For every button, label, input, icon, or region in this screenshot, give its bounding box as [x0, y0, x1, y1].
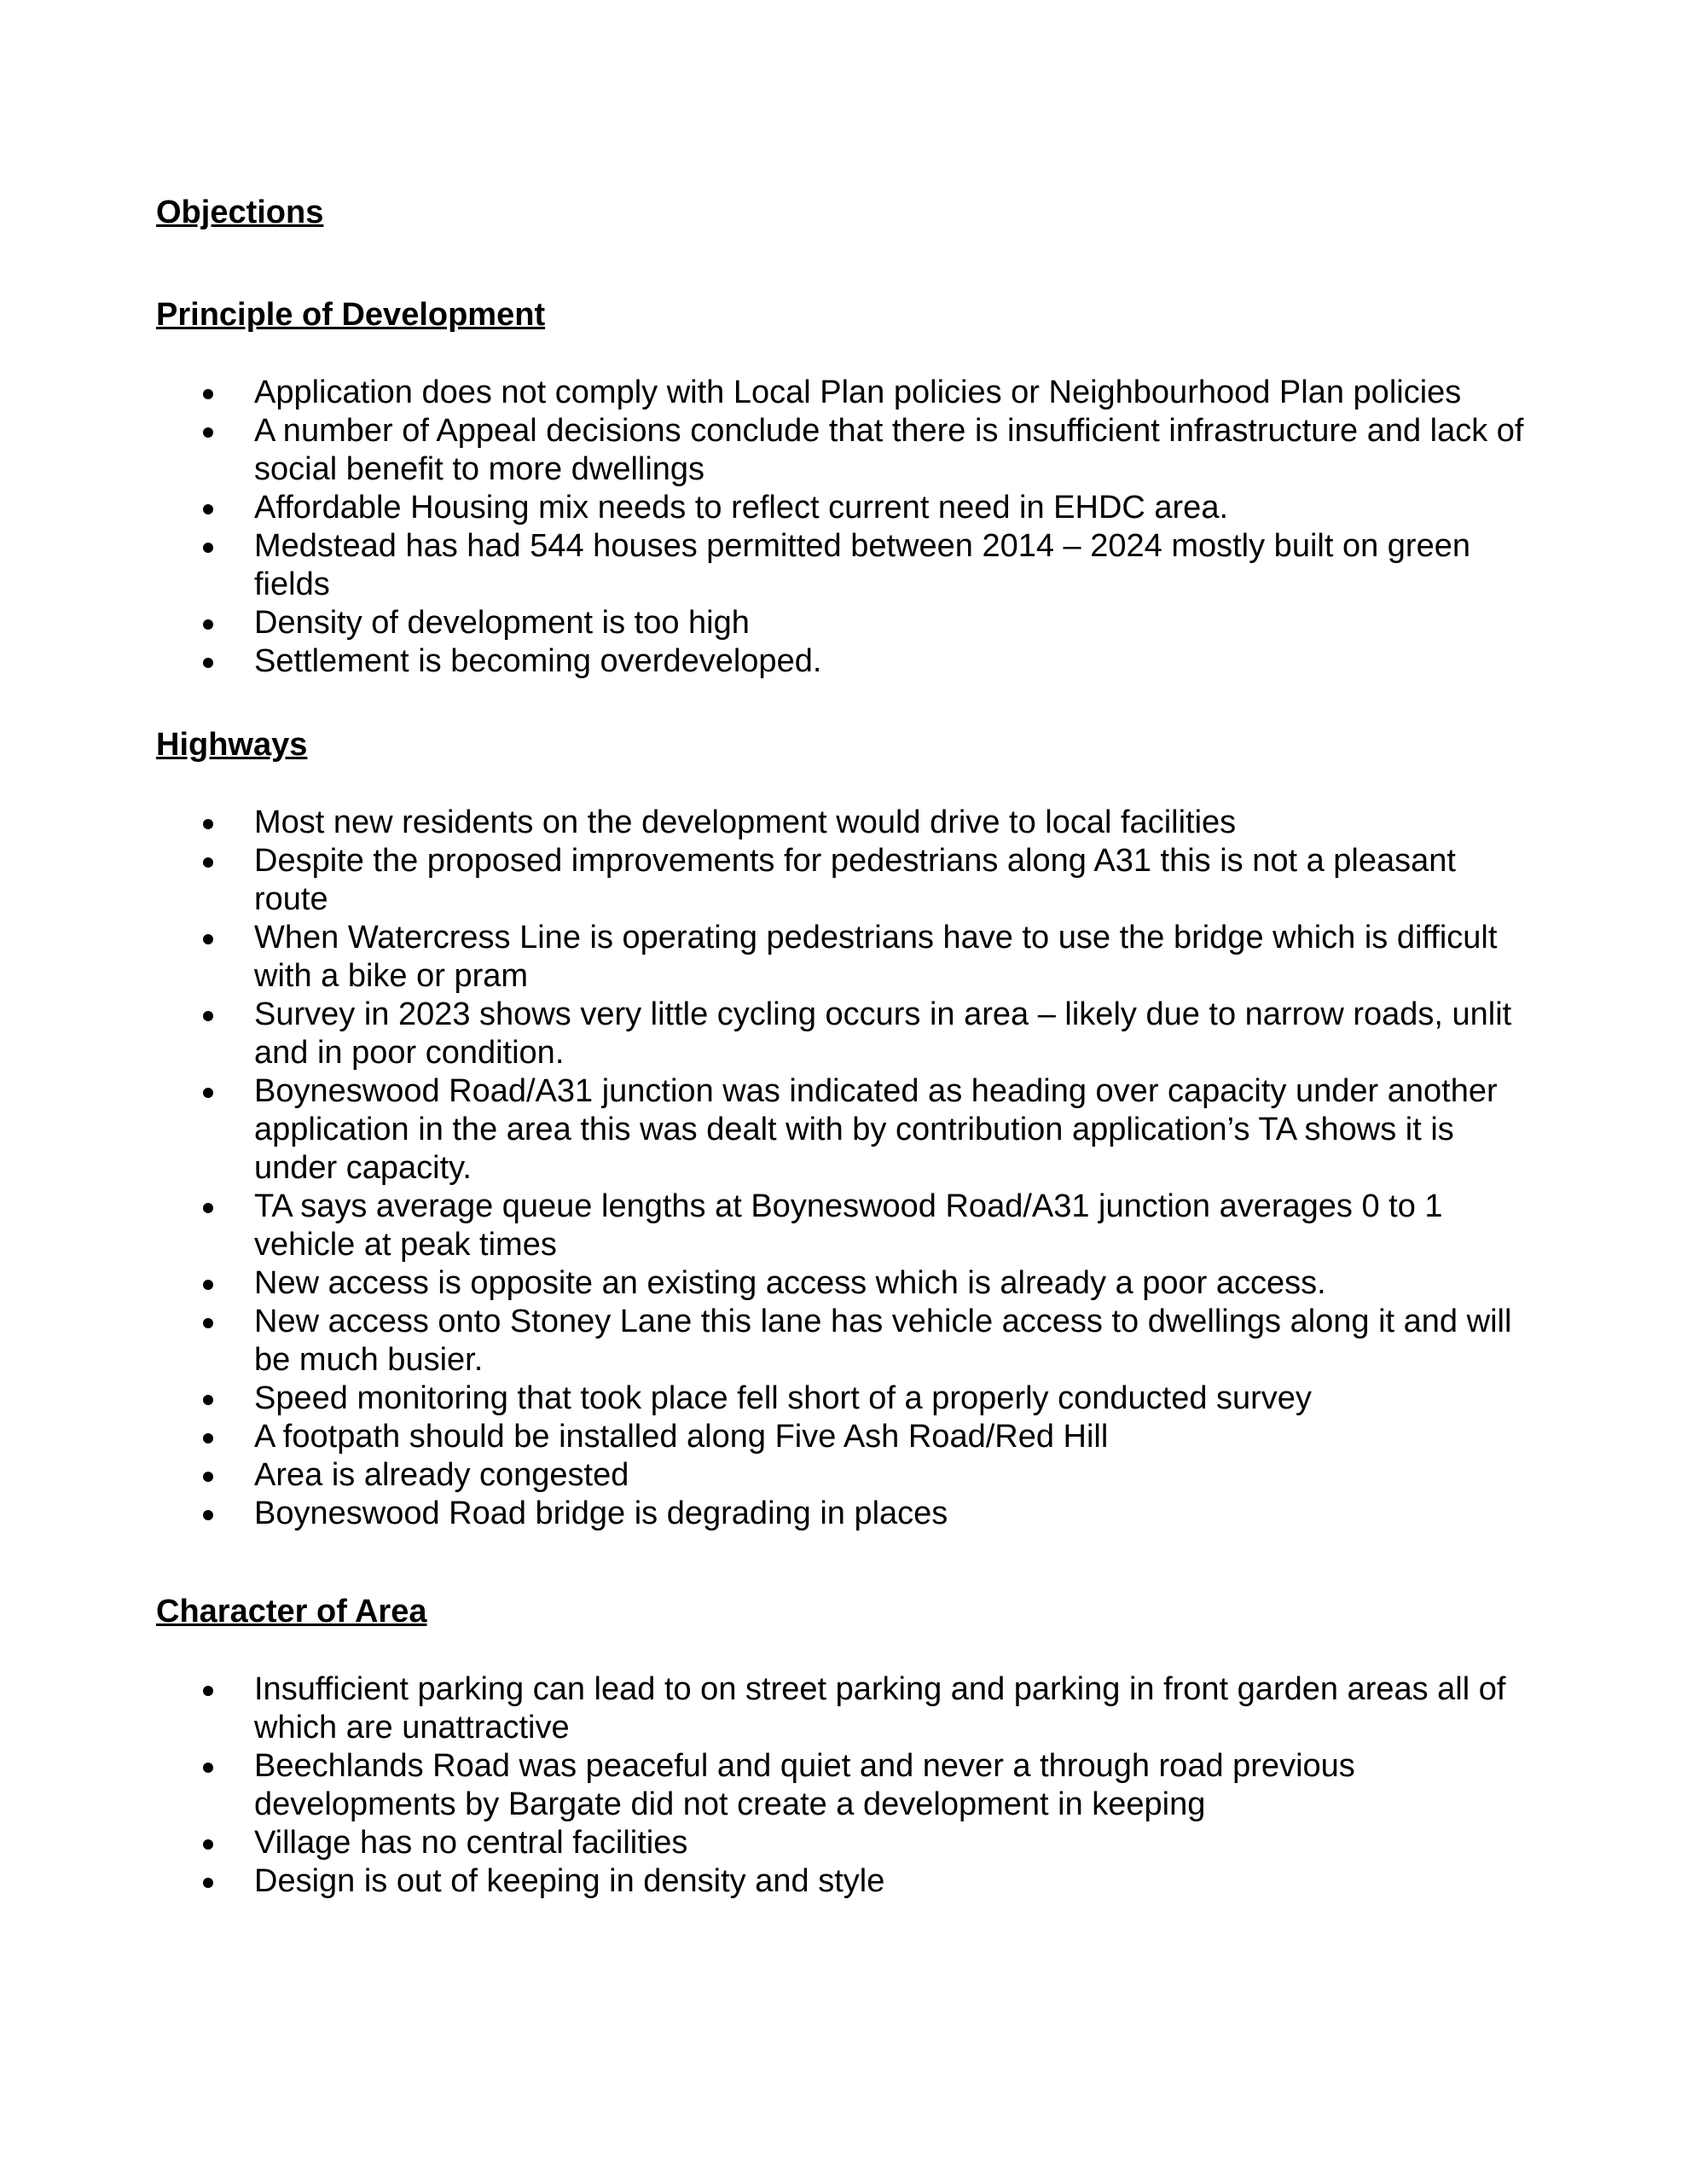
list-item: New access onto Stoney Lane this lane has vehicle access to dwellings along it and will be much busier.	[156, 1303, 1538, 1380]
list-item: Design is out of keeping in density and style	[156, 1862, 1538, 1901]
list-item: Density of development is too high	[156, 604, 1538, 642]
list-item: New access is opposite an existing access which is already a poor access.	[156, 1264, 1538, 1303]
bullet-list	[156, 1670, 1538, 1901]
bullet-icon	[203, 543, 213, 553]
list-item: Survey in 2023 shows very little cycling occurs in area – likely due to narrow roads, unlit and in poor condition.	[156, 996, 1538, 1072]
bullet-icon	[203, 1472, 213, 1482]
section-heading: Principle of Development	[156, 297, 546, 333]
bullet-icon	[203, 1878, 213, 1888]
bullet-icon	[203, 427, 213, 438]
bullet-list	[156, 804, 1538, 1533]
list-item: Speed monitoring that took place fell short of a properly conducted survey	[156, 1380, 1538, 1418]
list-item: Insufficient parking can lead to on street parking and parking in front garden areas all of which are unattractive	[156, 1670, 1538, 1747]
bullet-icon	[203, 1280, 213, 1290]
bullet-icon	[203, 619, 213, 630]
list-item: Application does not comply with Local Plan policies or Neighbourhood Plan policies	[156, 374, 1538, 412]
bullet-icon	[203, 1088, 213, 1098]
bullet-icon	[203, 1011, 213, 1021]
bullet-icon	[203, 934, 213, 944]
bullet-icon	[203, 389, 213, 399]
bullet-icon	[203, 1203, 213, 1213]
list-item: Affordable Housing mix needs to reflect current need in EHDC area.	[156, 489, 1538, 527]
bullet-icon	[203, 1433, 213, 1443]
list-item: Boyneswood Road/A31 junction was indicated as heading over capacity under another application in the area this was dealt with by contribution application’s TA shows it is under capacity.	[156, 1072, 1538, 1188]
bullet-icon	[203, 1686, 213, 1696]
list-item: Settlement is becoming overdeveloped.	[156, 642, 1538, 681]
list-item: Area is already congested	[156, 1456, 1538, 1495]
list-item: Most new residents on the development would drive to local facilities	[156, 804, 1538, 842]
list-item: Boyneswood Road bridge is degrading in places	[156, 1495, 1538, 1533]
bullet-icon	[203, 857, 213, 868]
list-item: TA says average queue lengths at Boyneswood Road/A31 junction averages 0 to 1 vehicle at peak times	[156, 1188, 1538, 1264]
section-heading: Character of Area	[156, 1594, 427, 1629]
section-principle-of-development	[156, 295, 1538, 681]
list-item: A footpath should be installed along Five Ash Road/Red Hill	[156, 1418, 1538, 1456]
section-character-of-area	[156, 1592, 1538, 1901]
section-highways	[156, 725, 1538, 1533]
bullet-list	[156, 374, 1538, 681]
bullet-icon	[203, 1318, 213, 1328]
list-item: Village has no central facilities	[156, 1824, 1538, 1862]
bullet-icon	[203, 1763, 213, 1773]
bullet-icon	[203, 658, 213, 668]
bullet-icon	[203, 504, 213, 514]
bullet-icon	[203, 1510, 213, 1520]
bullet-icon	[203, 1839, 213, 1850]
document-page	[156, 193, 1538, 1899]
list-item: Medstead has had 544 houses permitted between 2014 – 2024 mostly built on green fields	[156, 527, 1538, 604]
list-item: A number of Appeal decisions conclude that there is insufficient infrastructure and lack of social benefit to more dwellings	[156, 412, 1538, 489]
bullet-icon	[203, 819, 213, 829]
list-item: Beechlands Road was peaceful and quiet and never a through road previous developments by Bargate did not create a development in keeping	[156, 1747, 1538, 1824]
list-item: When Watercress Line is operating pedestrians have to use the bridge which is difficult with a bike or pram	[156, 919, 1538, 996]
section-heading: Highways	[156, 727, 308, 763]
document-title: Objections	[156, 195, 324, 230]
bullet-icon	[203, 1395, 213, 1405]
list-item: Despite the proposed improvements for pedestrians along A31 this is not a pleasant route	[156, 842, 1538, 919]
